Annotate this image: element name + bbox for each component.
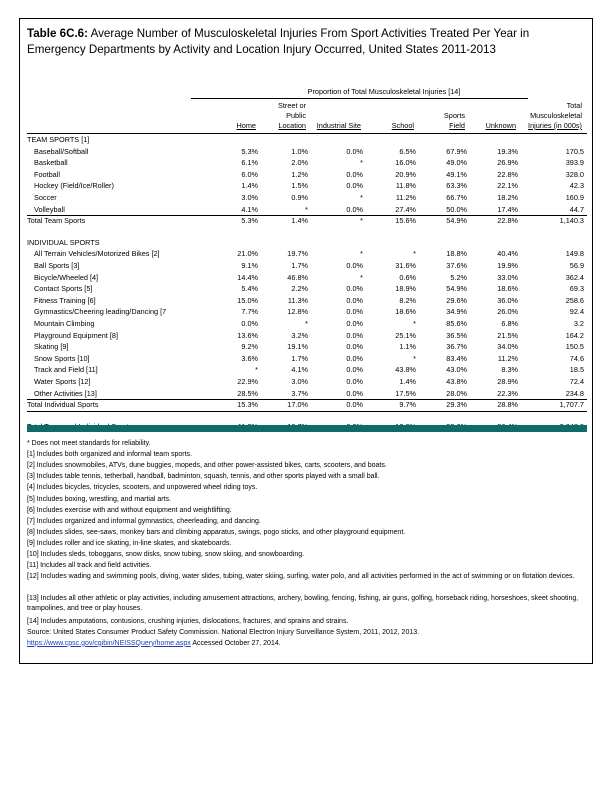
cell-value: 11.2% [395,193,416,202]
row-label: Gymnastics/Cheering leading/Dancing [7 [34,307,167,317]
cell-value: 14.4% [237,272,258,282]
row-label: Other Activities [13] [34,388,97,398]
cell-value: 18.5 [569,365,584,375]
table-row [27,296,587,306]
cell-value: 1.5% [291,181,308,191]
cell-value: 4.1% [291,365,308,375]
cell-value: * [305,319,308,328]
cell-value: 17.0% [287,400,308,410]
accessed-date: Accessed October 27, 2014. [190,639,281,647]
column-header-line: Musculoskeletal [530,111,582,120]
table-row [27,319,587,329]
cell-value: 0.0% [346,284,363,294]
cell-value: 66.7% [446,193,467,202]
table-row [27,147,587,157]
footnote: [11] Includes all track and field activities. [27,562,152,570]
cell-value: 328.0 [565,169,584,179]
table-row [27,216,587,226]
cell-value: 0.0% [346,169,363,179]
footnote: [1] Includes both organized and informal team sports. [27,451,192,459]
row-label: Track and Field [11] [34,365,98,375]
cell-value: 19.9% [497,261,518,270]
cell-value: 46.8% [287,272,308,282]
cell-value: 11.8% [395,181,416,191]
column-header-line: Injuries (in 000s) [528,121,582,130]
cell-value: 0.0% [346,146,363,156]
cell-value: 26.0% [497,307,518,317]
cell-value: 18.8% [446,249,467,259]
cell-value: 11.3% [287,295,308,305]
cell-value: 67.9% [446,146,467,156]
cell-value: 6.5% [399,146,416,156]
table-row [27,205,587,215]
cell-value: 8.3% [501,365,518,375]
cell-value: 17.5% [395,388,416,398]
cell-value: 0.0% [346,181,363,191]
table-end-bar [27,425,587,432]
table-row [27,249,587,259]
cell-value: 150.5 [565,342,584,352]
cell-value: * [360,216,363,226]
cell-value: * [360,272,363,282]
cell-value: 0.0% [346,204,363,214]
footnote: [7] Includes organized and informal gymnastics, cheerleading, and dancing. [27,517,261,525]
column-header [444,111,465,131]
cell-value: 11.2% [497,353,518,363]
column-header [528,101,582,131]
cell-value: 74.6 [569,353,584,363]
cell-value: 1,140.3 [559,216,584,226]
cell-value: 22.1% [497,181,518,191]
cell-value: 0.0% [346,353,363,363]
header-rule [27,133,587,134]
cell-value: 22.3% [497,388,518,398]
cell-value: 3.0% [241,193,258,202]
column-header [317,121,361,131]
cell-value: 6.1% [241,158,258,168]
column-header [486,121,516,131]
cell-value: 258.6 [565,295,584,305]
cell-value: 50.0% [446,204,467,214]
cell-value: 1.0% [291,146,308,156]
footnote: [3] Includes table tennis, tetherball, handball, badminton, squash, tennis, and other sports played with a small ball. [27,473,380,481]
row-label: Mountain Climbing [34,319,95,328]
cell-value: 72.4 [569,377,584,386]
cell-value: 21.5% [497,330,518,340]
cell-value: 26.9% [497,158,518,168]
table-row [27,365,587,375]
column-header [237,121,256,131]
table-row [27,181,587,191]
row-label: Bicycle/Wheeled [4] [34,272,99,282]
column-header-line: Home [236,121,256,130]
cell-value: 2.2% [291,284,308,294]
cell-value: 1.4% [291,216,308,226]
table-row [27,261,587,271]
table-row [27,170,587,180]
footnote: [4] Includes bicycles, tricycles, scooters, and unpowered wheel riding toys. [27,484,258,492]
cell-value: 3.0% [291,377,308,386]
cell-value: 5.2% [450,272,467,282]
cell-value: 49.0% [446,158,467,168]
cell-value: 1.7% [291,353,308,363]
cell-value: 34.9% [446,307,467,317]
cell-value: * [305,204,308,214]
cell-value: 36.0% [497,295,518,305]
row-label: Football [34,169,60,179]
cell-value: 28.9% [497,377,518,386]
cell-value: 83.4% [446,353,467,363]
cell-value: * [413,249,416,259]
cell-value: 1.7% [291,261,308,270]
cell-value: 40.4% [497,249,518,259]
cell-value: 0.0% [346,261,363,270]
column-header-line: Public [286,111,306,120]
cell-value: 18.6% [395,307,416,317]
table-row [27,158,587,168]
cell-value: 0.0% [346,377,363,386]
footnote: [14] Includes amputations, contusions, crushing injuries, dislocations, fractures, and sprains and strains. [27,617,349,625]
row-label: Baseball/Softball [34,146,89,156]
cell-value: 36.7% [446,342,467,352]
cell-value: 4.1% [241,204,258,214]
cell-value: 15.6% [395,216,416,226]
cell-value: 3.6% [241,353,258,363]
cell-value: 54.9% [446,216,467,226]
cell-value: 234.8 [565,388,584,398]
cell-value: 16.0% [395,158,416,168]
cell-value: 0.0% [346,388,363,398]
cell-value: 0.0% [346,342,363,352]
cell-value: 18.9% [395,284,416,294]
footnote: [10] Includes sleds, toboggans, snow disks, snow tubing, snow skiing, and snowboarding. [27,551,305,558]
row-label: Soccer [34,193,57,202]
cell-value: 92.4 [569,307,584,317]
row-label: Volleyball [34,204,65,214]
cell-value: 9.1% [241,261,258,270]
table-row [27,307,587,317]
cell-value: 149.8 [565,249,584,259]
column-group-rule [191,98,528,99]
cell-value: 44.7 [569,204,584,214]
cell-value: 393.9 [565,158,584,168]
row-label: Total Individual Sports [27,400,99,410]
cell-value: 25.1% [395,330,416,340]
cell-value: 5.3% [241,216,258,226]
cell-value: 6.0% [241,169,258,179]
cell-value: 19.1% [287,342,308,352]
column-header-line: Field [449,121,465,130]
cell-value: * [413,353,416,363]
table-title [27,26,587,58]
footnote: [2] Includes snowmobiles, ATVs, dune buggies, mopeds, and other power-assisted bikes, carts, scooters, and boats. [27,462,387,470]
footnote: Source: United States Consumer Product Safety Commission. National Electron Injury Surveillance System, 2011, 2012, 2013. [27,628,420,636]
column-group-label: Proportion of Total Musculoskeletal Injuries [14] [307,87,461,96]
column-header-line: Unknown [485,121,516,130]
cell-value: 0.9% [291,193,308,202]
cell-value: 0.0% [346,365,363,375]
footnote: [6] Includes exercise with and without equipment and weightlifting. [27,506,232,514]
table-row [27,273,587,283]
cell-value: 18.6% [497,284,518,294]
cell-value: 22.9% [237,377,258,386]
table-row [27,389,587,399]
cell-value: 1,707.7 [559,400,584,410]
table-row [27,342,587,352]
cell-value: 1.1% [399,342,416,352]
cell-value: 0.0% [346,330,363,340]
cell-value: 63.3% [446,181,467,191]
cell-value: 12.8% [287,307,308,317]
column-header [392,121,414,131]
cell-value: 15.0% [237,295,258,305]
cell-value: 7.7% [241,307,258,317]
source-link[interactable]: https://www.cpsc.gov/cgibin/NEISSQuery/home.aspx [27,639,191,647]
source-link-line [27,639,587,649]
cell-value: * [413,319,416,328]
title-text: Average Number of Musculoskeletal Injuries From Sport Activities Treated Per Year in Emergency Departments by Activity and Location Injury Occurred, United States 2011-2013 [27,27,530,56]
footnote: [13] Includes all other athletic or play activities, including amusement attractions, archery, bowling, fencing, fishing, air guns, golfing, horseback riding, horseshoes, skeet shooting, trampolines, and tree or play houses. [27,595,579,613]
cell-value: 160.9 [565,193,584,202]
footnote: * Does not meet standards for reliability. [27,440,151,447]
cell-value: 33.0% [497,272,518,282]
table-number: Table 6C.6: [27,27,88,40]
cell-value: 1.2% [291,169,308,179]
cell-value: 0.6% [399,272,416,282]
cell-value: 164.2 [565,330,584,340]
cell-value: 13.6% [237,330,258,340]
table-row [27,284,587,294]
cell-value: 170.5 [565,146,584,156]
cell-value: 8.2% [399,295,416,305]
row-label: Ball Sports [3] [34,261,80,270]
footnote: [9] Includes roller and ice skating, in-line skates, and skateboards. [27,539,232,547]
column-header [278,101,306,131]
cell-value: 28.8% [497,400,518,410]
cell-value: 18.2% [497,193,518,202]
table-row [27,331,587,341]
cell-value: 21.0% [237,249,258,259]
cell-value: 36.5% [446,330,467,340]
table-row [27,193,587,203]
table-frame [19,18,593,664]
cell-value: 0.0% [346,295,363,305]
cell-value: 17.4% [497,204,518,214]
section-label [27,135,587,145]
column-header-line: Total [566,101,582,110]
cell-value: 27.4% [395,204,416,214]
row-label: Contact Sports [5] [34,284,93,294]
cell-value: 19.3% [497,146,518,156]
row-label: Basketball [34,158,68,168]
cell-value: 1.4% [241,181,258,191]
cell-value: 9.2% [241,342,258,352]
table-row [27,354,587,364]
cell-value: 43.8% [446,377,467,386]
row-label: Playground Equipment [8] [34,330,118,340]
row-label: Hockey (Field/Ice/Roller) [34,181,114,191]
cell-value: 1.4% [399,377,416,386]
column-header-line: Location [278,121,306,130]
cell-value: 0.0% [241,319,258,328]
row-label: Total Team Sports [27,216,86,226]
column-header-line: School [391,121,414,130]
cell-value: * [255,365,258,375]
cell-value: 29.3% [446,400,467,410]
table-row [27,400,587,410]
cell-value: 9.7% [399,400,416,410]
cell-value: 34.0% [497,342,518,352]
row-label: All Terrain Vehicles/Motorized Bikes [2] [34,249,160,259]
cell-value: 0.0% [346,307,363,317]
cell-value: 37.6% [446,261,467,270]
cell-value: 0.0% [346,400,363,410]
column-header-line: Street or [278,101,306,110]
cell-value: 2.0% [291,158,308,168]
footnote: [5] Includes boxing, wrestling, and martial arts. [27,495,171,503]
section-label [27,238,587,248]
section-title: INDIVIDUAL SPORTS [27,237,100,247]
cell-value: 3.2% [291,330,308,340]
cell-value: 20.9% [395,169,416,179]
row-label: Skating [9] [34,342,69,352]
cell-value: 15.3% [237,400,258,410]
cell-value: 29.6% [446,295,467,305]
row-label: Snow Sports [10] [34,353,90,363]
cell-value: 31.6% [395,261,416,270]
cell-value: 28.0% [446,388,467,398]
cell-value: 5.3% [241,146,258,156]
section-title: TEAM SPORTS [1] [27,135,90,144]
cell-value: 0.0% [346,319,363,328]
footnote: [12] Includes wading and swimming pools, diving, water slides, tubing, water skiing, surfing, water polo, and all activities performed in the act of swimming or on flotation devices. [27,573,575,581]
cell-value: 49.1% [446,169,467,179]
cell-value: 5.4% [241,284,258,294]
cell-value: 56.9 [569,261,584,270]
cell-value: 85.6% [446,319,467,328]
cell-value: 19.7% [287,249,308,259]
cell-value: * [360,158,363,168]
row-label: Water Sports [12] [34,377,91,386]
cell-value: 3.7% [291,388,308,398]
cell-value: 362.4 [565,272,584,282]
column-header-line: Industrial Site [316,121,361,130]
table-row [27,377,587,387]
row-rule [27,411,587,412]
cell-value: 3.2 [573,319,584,328]
row-label: Fitness Training [6] [34,295,96,305]
cell-value: 28.5% [237,388,258,398]
cell-value: 54.9% [446,284,467,294]
cell-value: 43.8% [395,365,416,375]
footnote: [8] Includes slides, see-saws, monkey bars and climbing apparatus, swings, pogo sticks, and other playground equipment. [27,528,406,536]
cell-value: * [360,249,363,259]
cell-value: 42.3 [569,181,584,191]
column-header-line: Sports [443,111,465,120]
cell-value: 69.3 [569,284,584,294]
cell-value: 6.8% [501,319,518,328]
cell-value: * [360,193,363,202]
cell-value: 22.8% [497,169,518,179]
cell-value: 22.8% [497,216,518,226]
cell-value: 43.0% [446,365,467,375]
